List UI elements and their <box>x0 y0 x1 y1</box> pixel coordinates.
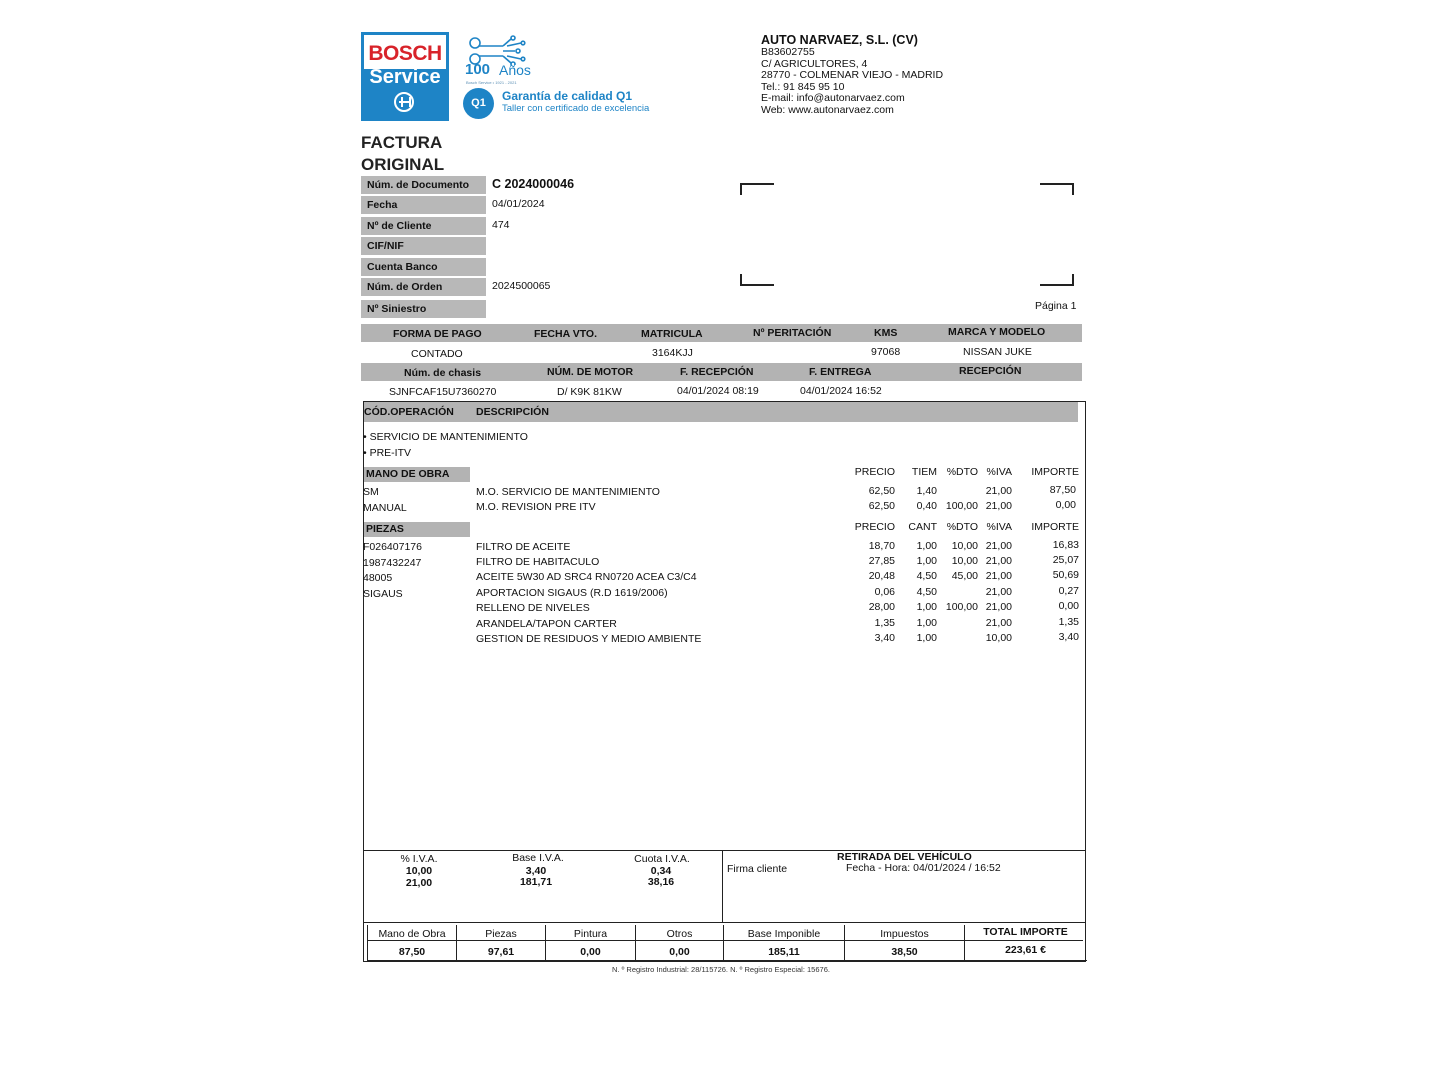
section-mano-de-obra: MANO DE OBRA <box>364 467 470 482</box>
company-phone: Tel.: 91 845 95 10 <box>761 81 845 93</box>
val-chasis: SJNFCAF15U7360270 <box>389 386 497 398</box>
hdr-cod-operacion: CÓD.OPERACIÓN <box>364 406 454 418</box>
row-price: 20,48 <box>868 570 895 582</box>
row-iva: 21,00 <box>985 601 1012 613</box>
row-qty: 1,00 <box>916 632 937 644</box>
summary-vertical-divider <box>722 851 723 923</box>
parts-hdr-cant: CANT <box>908 521 937 533</box>
hdr-motor: NÚM. DE MOTOR <box>547 366 634 378</box>
row-iva: 21,00 <box>985 617 1012 629</box>
window-corner-br <box>1040 274 1074 286</box>
company-city: 28770 - COLMENAR VIEJO - MADRID <box>761 69 944 81</box>
field-label-fecha: Fecha <box>361 196 486 214</box>
q1-badge-icon: Q1 <box>463 88 494 119</box>
row-iva: 21,00 <box>985 540 1012 552</box>
hdr-entrega: F. ENTREGA <box>809 366 872 378</box>
row-amount: 0,27 <box>1058 585 1079 597</box>
registry-footer: N. º Registro Industrial: 28/115726. N. º Registro Especial: 15676. <box>612 965 830 974</box>
val-recepcion-fecha: 04/01/2024 08:19 <box>677 385 759 397</box>
hdr-chasis: Núm. de chasis <box>404 367 482 379</box>
detail-header-band <box>364 402 1078 422</box>
row-dto: 100,00 <box>945 601 978 613</box>
row-price: 62,50 <box>868 500 895 512</box>
parts-hdr-importe: IMPORTE <box>1031 521 1079 533</box>
row-desc: M.O. REVISION PRE ITV <box>476 501 596 513</box>
row-iva: 10,00 <box>985 632 1012 644</box>
tax-cuota: 0,34 <box>650 865 672 877</box>
total-hdr-base-imponible: Base Imponible <box>747 928 821 940</box>
val-kms: 97068 <box>871 346 901 358</box>
tax-pct: 10,00 <box>405 865 433 877</box>
field-value-fecha: 04/01/2024 <box>492 198 545 210</box>
q1-title: Garantía de calidad Q1 <box>502 89 633 103</box>
window-corner-tr <box>1040 183 1074 195</box>
row-price: 1,35 <box>874 617 895 629</box>
row-qty: 1,00 <box>916 540 937 552</box>
tax-hdr-pct: % I.V.A. <box>400 853 438 865</box>
company-name: AUTO NARVAEZ, S.L. (CV) <box>761 33 918 47</box>
tax-hdr-base: Base I.V.A. <box>512 852 564 864</box>
hdr-forma-pago: FORMA DE PAGO <box>393 328 482 340</box>
labor-hdr-iva: %IVA <box>986 466 1012 478</box>
row-code: 1987432247 <box>363 557 422 569</box>
hdr-matricula: MATRICULA <box>641 328 703 340</box>
total-hdr-piezas: Piezas <box>485 928 517 940</box>
row-price: 3,40 <box>874 632 895 644</box>
row-qty: 0,40 <box>916 500 937 512</box>
row-amount: 25,07 <box>1052 554 1079 566</box>
row-desc: ARANDELA/TAPON CARTER <box>476 618 617 630</box>
tax-base: 181,71 <box>519 876 553 888</box>
row-qty: 4,50 <box>916 586 937 598</box>
parts-hdr-dto: %DTO <box>946 521 978 533</box>
parts-hdr-precio: PRECIO <box>854 521 895 533</box>
bosch-word: BOSCH <box>368 42 442 65</box>
total-otros: 0,00 <box>669 946 690 958</box>
row-iva: 21,00 <box>985 500 1012 512</box>
hdr-recepcion-fecha: F. RECEPCIÓN <box>680 366 754 378</box>
row-iva: 21,00 <box>985 586 1012 598</box>
hdr-marca-modelo: MARCA Y MODELO <box>948 326 1046 338</box>
row-dto: 10,00 <box>951 540 978 552</box>
row-amount: 3,40 <box>1058 631 1079 643</box>
field-label-siniestro: Nº Siniestro <box>361 300 486 318</box>
totals-bottom-line <box>367 960 1087 961</box>
row-price: 27,85 <box>868 555 895 567</box>
val-matricula: 3164KJJ <box>652 347 693 359</box>
labor-hdr-precio: PRECIO <box>854 466 895 478</box>
row-code: SIGAUS <box>363 588 403 600</box>
bosch-service-logo <box>361 32 449 121</box>
val-marca-modelo: NISSAN JUKE <box>963 346 1032 358</box>
company-cif: B83602755 <box>761 46 815 58</box>
field-value-cliente: 474 <box>492 219 510 231</box>
anniversary-logo <box>463 35 533 83</box>
title-line-1: FACTURA <box>361 133 443 152</box>
field-label-cif: CIF/NIF <box>361 237 486 255</box>
row-dto: 45,00 <box>951 570 978 582</box>
operation-item: • PRE-ITV <box>363 447 412 459</box>
hdr-recepcion: RECEPCIÓN <box>959 365 1022 377</box>
detail-box <box>363 401 1086 962</box>
firma-cliente-label: Firma cliente <box>727 863 788 875</box>
row-code: 48005 <box>363 572 393 584</box>
total-base-imponible: 185,11 <box>768 946 800 958</box>
operation-item: • SERVICIO DE MANTENIMIENTO <box>363 431 528 443</box>
total-piezas: 97,61 <box>487 946 515 958</box>
parts-hdr-iva: %IVA <box>986 521 1012 533</box>
hdr-fecha-vto: FECHA VTO. <box>534 328 598 340</box>
row-iva: 21,00 <box>985 485 1012 497</box>
val-entrega: 04/01/2024 16:52 <box>800 385 882 397</box>
labor-hdr-tiem: TIEM <box>911 466 937 478</box>
total-importe: 223,61 € <box>1005 944 1046 956</box>
total-hdr-pintura: Pintura <box>573 928 608 940</box>
anniversary-number: 100 <box>465 61 491 78</box>
row-amount: 0,00 <box>1058 600 1079 612</box>
row-qty: 1,00 <box>916 601 937 613</box>
window-corner-tl <box>740 183 774 195</box>
val-motor: D/ K9K 81KW <box>557 386 622 398</box>
row-desc: M.O. SERVICIO DE MANTENIMIENTO <box>476 486 660 498</box>
row-iva: 21,00 <box>985 570 1012 582</box>
total-hdr-otros: Otros <box>666 928 693 940</box>
service-word: Service <box>369 66 441 88</box>
row-desc: ACEITE 5W30 AD SRC4 RN0720 ACEA C3/C4 <box>476 571 697 583</box>
title-line-2: ORIGINAL <box>361 155 445 174</box>
total-hdr-impuestos: Impuestos <box>880 928 929 940</box>
row-qty: 1,00 <box>916 555 937 567</box>
field-label-cliente: Nº de Cliente <box>361 217 486 235</box>
field-label-orden: Núm. de Orden <box>361 278 486 296</box>
company-web: Web: www.autonarvaez.com <box>761 104 894 116</box>
row-iva: 21,00 <box>985 555 1012 567</box>
row-code: MANUAL <box>363 502 407 514</box>
tax-hdr-cuota: Cuota I.V.A. <box>634 853 690 865</box>
retirada-datetime: Fecha - Hora: 04/01/2024 / 16:52 <box>846 862 1001 874</box>
hdr-kms: KMS <box>874 327 898 339</box>
bosch-armature-icon <box>394 92 414 112</box>
row-amount: 1,35 <box>1058 616 1079 628</box>
company-email: E-mail: info@autonarvaez.com <box>761 92 905 104</box>
field-value-documento: C 2024000046 <box>492 177 575 191</box>
tax-base: 3,40 <box>525 865 547 877</box>
anniversary-subtitle: Bosch Service • 1921 - 2021 <box>466 80 517 85</box>
totals-top-line <box>363 922 1086 923</box>
row-desc: RELLENO DE NIVELES <box>476 602 590 614</box>
val-forma-pago: CONTADO <box>411 348 463 360</box>
row-amount: 50,69 <box>1052 569 1079 581</box>
row-qty: 1,40 <box>916 485 937 497</box>
labor-hdr-importe: IMPORTE <box>1031 466 1079 478</box>
row-price: 28,00 <box>868 601 895 613</box>
row-desc: APORTACION SIGAUS (R.D 1619/2006) <box>476 587 668 599</box>
total-hdr-mano-obra: Mano de Obra <box>378 928 446 940</box>
total-pintura: 0,00 <box>580 946 601 958</box>
total-hdr-total-importe: TOTAL IMPORTE <box>983 926 1068 938</box>
tax-pct: 21,00 <box>405 877 433 889</box>
anniversary-word: Años <box>499 62 531 78</box>
row-dto: 100,00 <box>945 500 978 512</box>
total-mano-obra: 87,50 <box>398 946 426 958</box>
row-price: 62,50 <box>868 485 895 497</box>
labor-hdr-dto: %DTO <box>946 466 978 478</box>
row-qty: 1,00 <box>916 617 937 629</box>
row-amount: 87,50 <box>1049 484 1076 496</box>
window-corner-bl <box>740 274 774 286</box>
summary-divider <box>363 850 1086 851</box>
row-qty: 4,50 <box>916 570 937 582</box>
page-number: Página 1 <box>1035 300 1077 312</box>
tax-cuota: 38,16 <box>647 876 675 888</box>
hdr-descripcion: DESCRIPCIÓN <box>476 406 549 418</box>
row-price: 18,70 <box>868 540 895 552</box>
row-amount: 16,83 <box>1052 539 1079 551</box>
row-code: SM <box>363 486 379 498</box>
row-price: 0,06 <box>874 586 895 598</box>
company-address: C/ AGRICULTORES, 4 <box>761 58 868 70</box>
retirada-title: RETIRADA DEL VEHÍCULO <box>837 851 972 863</box>
total-impuestos: 38,50 <box>891 946 918 958</box>
totals-mid-line <box>367 940 1083 941</box>
row-desc: FILTRO DE ACEITE <box>476 541 571 553</box>
row-dto: 10,00 <box>951 555 978 567</box>
q1-subtitle: Taller con certificado de excelencia <box>502 103 650 114</box>
field-label-cuenta: Cuenta Banco <box>361 258 486 276</box>
row-amount: 0,00 <box>1055 499 1076 511</box>
row-code: F026407176 <box>363 541 422 553</box>
field-value-orden: 2024500065 <box>492 280 551 292</box>
field-label-documento: Núm. de Documento <box>361 176 486 194</box>
hdr-peritacion: Nº PERITACIÓN <box>753 327 832 339</box>
row-desc: GESTION DE RESIDUOS Y MEDIO AMBIENTE <box>476 633 702 645</box>
document-title <box>361 132 444 176</box>
row-desc: FILTRO DE HABITACULO <box>476 556 600 568</box>
section-piezas: PIEZAS <box>364 522 470 537</box>
